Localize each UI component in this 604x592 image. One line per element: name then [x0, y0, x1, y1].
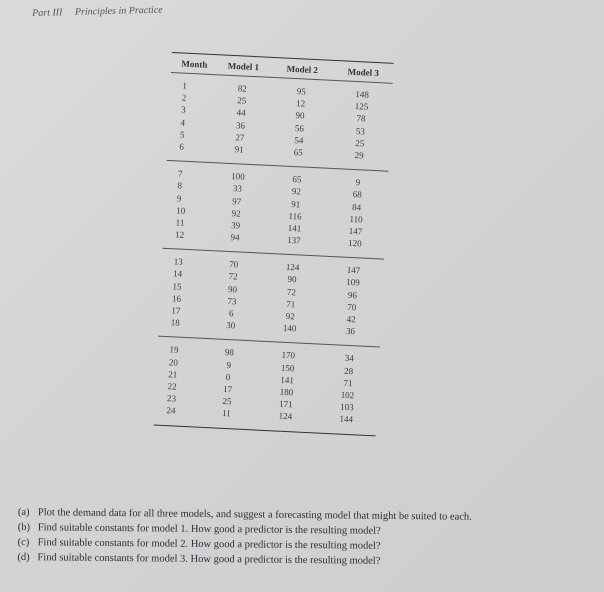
cell-model-2: 65: [292, 174, 302, 185]
cell-model-3: 78: [356, 113, 366, 124]
cell-model-3: 36: [345, 326, 356, 337]
cell-model-3: 71: [343, 377, 353, 388]
cell-model-1: 91: [234, 144, 245, 155]
cell-month: 1: [182, 80, 188, 91]
cell-model-1: 30: [225, 320, 236, 331]
cell-model-3: 109: [345, 277, 360, 288]
cell-model-2: 90: [287, 274, 297, 285]
cell-month: 9: [176, 192, 182, 204]
table-group: [162, 161, 388, 259]
cell-model-3: 110: [349, 213, 363, 225]
table-group: [154, 337, 380, 435]
cell-model-1: 33: [232, 183, 243, 194]
exercise-questions: [17, 506, 558, 572]
cell-month: 19: [169, 344, 179, 356]
cell-model-2: 92: [291, 186, 302, 197]
cell-model-3: 125: [354, 101, 369, 112]
cell-model-3: 9: [355, 177, 361, 188]
cell-month: 10: [176, 205, 186, 216]
question-text: Find suitable constants for model 1. How good a predictor is the resulting model?: [37, 522, 381, 537]
cell-model-1: 17: [222, 383, 233, 395]
cell-model-3: 34: [344, 353, 354, 364]
cell-model-1: 73: [227, 295, 237, 307]
cell-model-2: 141: [280, 374, 295, 386]
running-header: [32, 5, 163, 19]
cell-model-3: 29: [354, 149, 364, 161]
cell-model-2: 54: [294, 134, 304, 146]
cell-model-1: 98: [224, 347, 235, 358]
question-label: (d): [17, 551, 30, 564]
cell-month: 6: [179, 141, 185, 152]
table-body: [154, 73, 393, 436]
cell-month: 16: [171, 293, 182, 304]
cell-month: 12: [174, 229, 185, 240]
cell-model-2: 56: [294, 122, 305, 134]
demand-table: [154, 52, 394, 436]
cell-model-1: 72: [228, 271, 238, 282]
cell-model-2: 140: [282, 322, 297, 334]
cell-model-2: 150: [280, 362, 295, 373]
cell-month: 20: [168, 356, 179, 368]
cell-model-2: 137: [286, 234, 301, 246]
col-header-model-1: Model 1: [227, 60, 260, 73]
cell-model-3: 120: [347, 237, 362, 249]
cell-model-3: 70: [347, 301, 357, 313]
cell-month: 7: [177, 168, 183, 179]
cell-month: 4: [180, 117, 186, 128]
cell-model-3: 147: [346, 265, 361, 276]
cell-model-2: 170: [281, 350, 296, 361]
cell-model-1: 97: [232, 195, 242, 207]
cell-model-1: 36: [235, 119, 246, 131]
cell-month: 15: [172, 280, 182, 292]
cell-model-3: 28: [343, 365, 354, 376]
header-title: Principles in Practice: [74, 4, 163, 18]
cell-model-3: 96: [347, 289, 358, 300]
cell-model-1: 100: [231, 171, 245, 182]
cell-model-1: 39: [230, 219, 241, 231]
question-label: (c): [17, 536, 30, 549]
cell-model-2: 90: [295, 110, 305, 121]
cell-model-2: 71: [286, 298, 296, 310]
cell-model-2: 124: [278, 410, 293, 422]
cell-month: 3: [180, 104, 186, 116]
header-part: Part III: [32, 7, 63, 19]
cell-month: 22: [167, 381, 177, 392]
cell-model-3: 42: [346, 313, 356, 325]
cell-model-1: 82: [237, 83, 248, 94]
cell-model-3: 68: [352, 189, 362, 200]
cell-model-3: 147: [348, 225, 363, 237]
col-header-model-3: Model 3: [347, 66, 380, 79]
cell-model-1: 6: [228, 308, 234, 319]
cell-model-3: 103: [339, 401, 354, 413]
table-group: [167, 73, 393, 171]
cell-model-1: 44: [236, 107, 246, 119]
cell-month: 21: [168, 368, 178, 380]
cell-month: 11: [175, 217, 185, 228]
cell-month: 18: [170, 317, 181, 328]
cell-model-3: 53: [355, 125, 366, 137]
cell-model-1: 92: [231, 207, 241, 219]
cell-model-3: 25: [355, 137, 365, 149]
cell-model-2: 12: [295, 98, 306, 109]
cell-month: 14: [172, 268, 183, 280]
cell-model-1: 70: [228, 259, 239, 270]
cell-model-1: 11: [221, 408, 231, 419]
question-text: Find suitable constants for model 3. How good a predictor is the resulting model?: [37, 552, 381, 567]
cell-model-2: 171: [278, 398, 293, 410]
cell-month: 5: [179, 129, 185, 140]
cell-model-2: 72: [286, 286, 297, 297]
col-header-model-2: Model 2: [286, 63, 319, 76]
cell-model-2: 95: [296, 86, 306, 97]
cell-model-3: 84: [351, 201, 362, 212]
table-group: [158, 249, 384, 347]
cell-month: 23: [166, 393, 177, 404]
cell-model-1: 9: [226, 359, 232, 370]
cell-model-2: 141: [287, 222, 302, 234]
cell-model-2: 124: [285, 262, 300, 273]
question-label: (b): [17, 521, 31, 534]
cell-month: 17: [171, 305, 181, 316]
cell-month: 8: [177, 180, 183, 191]
cell-model-3: 144: [339, 413, 354, 425]
cell-month: 2: [181, 92, 187, 103]
question-label: (a): [17, 506, 30, 519]
cell-month: 13: [173, 256, 183, 268]
cell-model-1: 0: [225, 371, 231, 382]
cell-model-2: 180: [279, 386, 294, 398]
cell-model-1: 90: [227, 283, 238, 295]
question-text: Plot the demand data for all three models, and suggest a forecasting model that might be suited to each.: [37, 507, 472, 523]
cell-model-1: 25: [236, 95, 247, 106]
col-header-month: Month: [181, 58, 208, 70]
cell-model-2: 116: [288, 210, 302, 222]
cell-model-3: 102: [340, 389, 355, 401]
cell-model-2: 92: [285, 310, 295, 322]
cell-model-2: 65: [293, 147, 303, 158]
cell-month: 24: [166, 405, 176, 416]
cell-model-2: 91: [290, 198, 301, 209]
cell-model-1: 94: [230, 232, 240, 243]
cell-model-3: 148: [355, 89, 370, 100]
question-text: Find suitable constants for model 2. How good a predictor is the resulting model?: [37, 537, 381, 552]
cell-model-1: 27: [235, 131, 245, 143]
cell-model-1: 25: [222, 396, 232, 407]
